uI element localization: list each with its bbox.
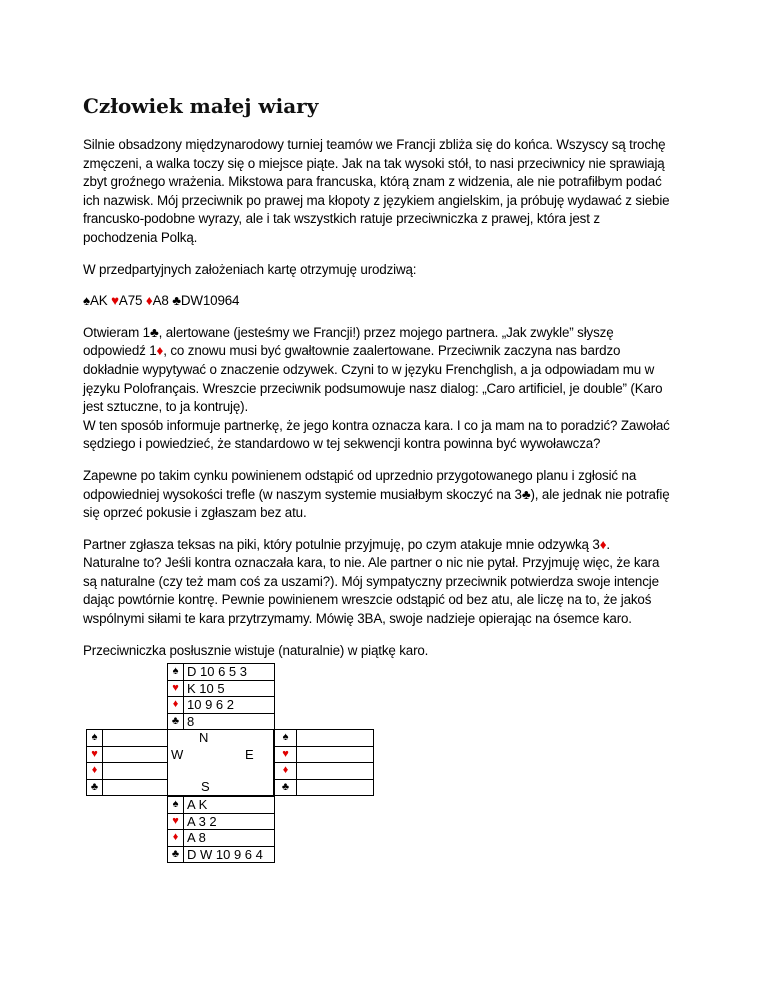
north-clubs: 8 — [184, 713, 275, 730]
east-diamonds — [297, 763, 374, 780]
text-line: Zapewne po takim cynku powinienem odstąpić od uprzednio przygotowanego planu i zgłosić na — [83, 467, 637, 483]
diamond-icon: ♦ — [282, 764, 289, 777]
diamond-icon — [168, 830, 184, 847]
south-spades: A K — [184, 797, 275, 814]
compass-west: W — [171, 747, 184, 762]
text-line: W przedpartyjnych założeniach kartę otrzymuję urodziwą: — [83, 261, 417, 277]
text-line: się oprzeć pokusie i zgłaszam bez atu. — [83, 505, 307, 521]
paragraph-hand-intro — [83, 261, 753, 280]
spade-icon: ♠ — [168, 797, 184, 814]
spade-icon: ♠ — [168, 664, 184, 681]
heart-icon: ♥ — [91, 747, 98, 760]
diamond-icon: ♦ — [145, 293, 153, 309]
west-diamonds — [103, 763, 168, 780]
diamond-icon — [87, 763, 103, 780]
spade-icon: ♠ — [275, 730, 297, 747]
diamond-icon: ♦ — [599, 536, 607, 552]
text-line: dając powtórnie kontrę. Pewnie powinienem wreszcie odstąpić od bez atu, ale liczę na to, że jakoś — [83, 592, 652, 608]
club-icon: ♣ — [275, 779, 297, 796]
club-icon: ♣ — [168, 846, 184, 863]
west-hand — [86, 729, 168, 796]
text-line: Naturalne to? Jeśli kontra oznaczała kara, to nie. Ale partner o nic nie pytał. Przyjmuję więc, że kara — [83, 555, 660, 571]
text-line: sędziego i powiedzieć, że standardowo w tej sekwencji kontra powinna być wywoławcza? — [83, 436, 601, 452]
text-line: Partner zgłasza teksas na piki, który potulnie przyjmuję, po czym atakuje mnie odzywką 3♦. — [83, 536, 610, 552]
text-line: wspólnymi siłami te kara przytrzymamy. Mówię 3BA, swoje nadzieje opierając na ósemce karo. — [83, 611, 632, 627]
article-body — [83, 136, 753, 673]
text-line: odpowiedź 1♦, co znowu musi być gwałtownie zaalertowane. Przeciwnik zaczyna nas bardzo — [83, 343, 621, 359]
heart-icon: ♥ — [282, 747, 289, 760]
north-diamonds: 10 9 6 2 — [184, 697, 275, 714]
paragraph-hand — [83, 292, 753, 311]
heart-icon: ♥ — [172, 814, 179, 827]
diamond-icon: ♦ — [91, 764, 98, 777]
east-hearts — [297, 746, 374, 763]
paragraph-bidding — [83, 324, 753, 454]
compass-south: S — [201, 779, 210, 794]
south-diamonds: A 8 — [184, 830, 275, 847]
text-line: są naturalne (czy też mam coś za uszami?). Mój sympatyczny przeciwnik potwierdza swoje intencje — [83, 573, 659, 589]
south-clubs: D W 10 9 6 4 — [184, 846, 275, 863]
text-line: Przeciwniczka posłusznie wistuje (naturalnie) w piątkę karo. — [83, 642, 429, 658]
text-line: dokładnie wypytywać o znaczenie odzywek. Czyni to w języku Frenchglish, a ja odpowiadam mu w — [83, 361, 655, 377]
heart-icon — [168, 680, 184, 697]
paragraph-contract — [83, 536, 753, 629]
heart-icon — [275, 746, 297, 763]
west-hearts — [103, 746, 168, 763]
paragraph-decision — [83, 467, 753, 523]
text-line: odpowiedniej wysokości trefle (w naszym systemie musiałbym skoczyć na 3♣), ale jednak nie potrafię — [83, 486, 670, 502]
paragraph-intro — [83, 136, 753, 248]
diamond-icon: ♦ — [172, 831, 179, 844]
heart-icon: ♥ — [111, 293, 119, 309]
diamond-icon — [275, 763, 297, 780]
compass-north: N — [199, 730, 209, 745]
compass-east: E — [245, 747, 254, 762]
hand-line: ♠AK ♥A75 ♦A8 ♣DW10964 — [83, 293, 240, 309]
east-clubs — [297, 779, 374, 796]
text-line: francusko-podobne wyrazy, ale i tak wszystkich ratuje przeciwniczka z prawej, która jest z — [83, 211, 600, 227]
north-hearts: K 10 5 — [184, 680, 275, 697]
text-line: jest sztuczne, to ja kontruję). — [83, 399, 249, 415]
paragraph-lead — [83, 642, 753, 661]
north-hand — [167, 663, 275, 730]
west-clubs — [103, 779, 168, 796]
spade-icon: ♠ — [87, 730, 103, 747]
east-hand — [274, 729, 374, 796]
north-spades: D 10 6 5 3 — [184, 664, 275, 681]
text-line: W ten sposób informuje partnerkę, że jego kontra oznacza kara. I co ja mam na to poradzić? Zawołać — [83, 417, 670, 433]
text-line: Otwieram 1♣, alertowane (jesteśmy we Francji!) przez mojego partnera. „Jak zwykle” słyszę — [83, 324, 614, 340]
text-line: zbyt groźnego wrażenia. Mikstowa para francuska, którą znam z widzenia, ale nie potrafiłbym podać — [83, 174, 662, 190]
west-spades — [103, 730, 168, 747]
page-title: Człowiek małej wiary — [83, 94, 319, 118]
text-line: języku Polofrançais. Wreszcie przeciwnik podsumowuje nasz dialog: „Caro artificiel, je double” (Karo — [83, 380, 663, 396]
diamond-icon: ♦ — [172, 698, 179, 711]
diamond-icon: ♦ — [156, 343, 164, 359]
text-line: ich nazwisk. Mój przeciwnik po prawej ma kłopoty z językiem angielskim, ja próbuję wydawać z siebie — [83, 192, 670, 208]
heart-icon — [87, 746, 103, 763]
compass — [167, 729, 274, 796]
diamond-icon — [168, 697, 184, 714]
club-icon: ♣ — [168, 713, 184, 730]
text-line: pochodzenia Polką. — [83, 229, 198, 245]
heart-icon — [168, 813, 184, 830]
club-icon: ♣ — [87, 779, 103, 796]
east-spades — [297, 730, 374, 747]
text-line: Silnie obsadzony międzynarodowy turniej teamów we Francji zbliża się do końca. Wszyscy są trochę — [83, 137, 666, 152]
south-hearts: A 3 2 — [184, 813, 275, 830]
heart-icon: ♥ — [172, 681, 179, 694]
text-line: zmęczeni, a walka toczy się o miejsce piąte. Jak na tak wysoki stół, to nasi przeciwnicy nie sprawiają — [83, 155, 665, 171]
south-hand — [167, 796, 275, 863]
